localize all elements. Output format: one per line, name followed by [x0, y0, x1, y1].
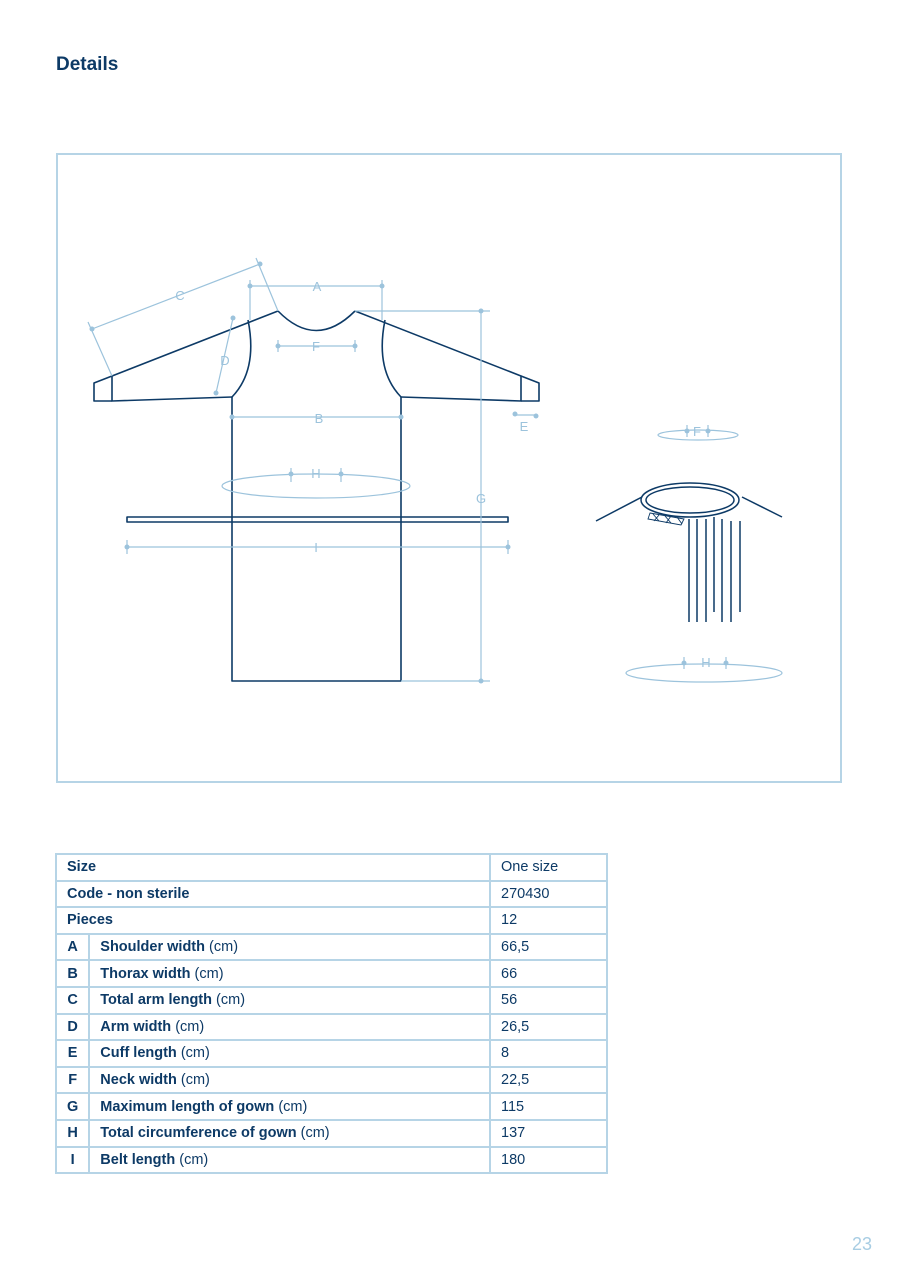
label-F-detail: F — [693, 424, 701, 439]
row-value: 137 — [490, 1120, 607, 1147]
table-row — [56, 987, 607, 1014]
table-row — [56, 1147, 607, 1174]
row-letter: F — [56, 1067, 89, 1094]
label-F: F — [312, 339, 320, 354]
table-row — [56, 1014, 607, 1041]
row-value: 66 — [490, 960, 607, 987]
label-I: I — [314, 540, 318, 555]
neck-detail — [596, 483, 782, 622]
measure-unit: (cm) — [180, 1045, 210, 1062]
measure-unit: (cm) — [194, 965, 224, 982]
measure-name: Total circumference of gown — [100, 1125, 297, 1142]
measure-unit: (cm) — [278, 1098, 308, 1115]
page-title: Details — [56, 54, 119, 75]
table-row — [56, 934, 607, 961]
table-row — [56, 1040, 607, 1067]
specifications-table — [55, 853, 608, 1174]
measure-unit: (cm) — [179, 1151, 209, 1168]
table-row — [56, 881, 607, 908]
measure-name: Belt length — [100, 1151, 176, 1168]
row-letter: G — [56, 1093, 89, 1120]
measure-unit: (cm) — [180, 1072, 210, 1089]
measurement-lines — [88, 258, 782, 682]
row-value: 12 — [490, 907, 607, 934]
row-letter: H — [56, 1120, 89, 1147]
row-value: 115 — [490, 1093, 607, 1120]
row-value: 66,5 — [490, 934, 607, 961]
row-label: Pieces — [56, 907, 490, 934]
measurement-dots — [90, 262, 729, 684]
row-value: 270430 — [490, 881, 607, 908]
row-label — [89, 1120, 490, 1147]
measure-name: Shoulder width — [100, 939, 205, 956]
table-row — [56, 1120, 607, 1147]
row-label: Code - non sterile — [56, 881, 490, 908]
measure-name: Cuff length — [100, 1045, 177, 1062]
row-value: One size — [490, 854, 607, 881]
measure-unit: (cm) — [209, 939, 239, 956]
row-value: 8 — [490, 1040, 607, 1067]
measure-name: Arm width — [100, 1018, 172, 1035]
measure-name: Total arm length — [100, 992, 212, 1009]
row-letter: I — [56, 1147, 89, 1174]
measure-name: Neck width — [100, 1072, 177, 1089]
row-letter: C — [56, 987, 89, 1014]
label-H-detail: H — [701, 655, 711, 670]
row-label — [89, 1014, 490, 1041]
measure-unit: (cm) — [175, 1018, 205, 1035]
table-row — [56, 854, 607, 881]
row-value: 22,5 — [490, 1067, 607, 1094]
label-B: B — [314, 411, 324, 426]
measure-name: Thorax width — [100, 965, 191, 982]
label-E: E — [519, 419, 529, 434]
row-label — [89, 1040, 490, 1067]
table-row — [56, 960, 607, 987]
measure-unit: (cm) — [300, 1125, 330, 1142]
row-letter: B — [56, 960, 89, 987]
row-value: 180 — [490, 1147, 607, 1174]
label-G: G — [475, 491, 487, 506]
row-letter: A — [56, 934, 89, 961]
page-number: 23 — [852, 1234, 873, 1254]
label-A: A — [312, 279, 322, 294]
measure-name: Maximum length of gown — [100, 1098, 275, 1115]
row-label — [89, 960, 490, 987]
row-label — [89, 1067, 490, 1094]
row-label — [89, 1093, 490, 1120]
row-label — [89, 934, 490, 961]
row-value: 26,5 — [490, 1014, 607, 1041]
row-letter: D — [56, 1014, 89, 1041]
row-label — [89, 987, 490, 1014]
table-row — [56, 907, 607, 934]
row-value: 56 — [490, 987, 607, 1014]
measure-unit: (cm) — [216, 992, 246, 1009]
label-C: C — [175, 288, 185, 303]
label-D: D — [220, 353, 230, 368]
table-row — [56, 1067, 607, 1094]
row-label — [89, 1147, 490, 1174]
row-letter: E — [56, 1040, 89, 1067]
table-row — [56, 1093, 607, 1120]
gown-outline — [94, 311, 539, 681]
label-H: H — [311, 466, 321, 481]
row-label: Size — [56, 854, 490, 881]
